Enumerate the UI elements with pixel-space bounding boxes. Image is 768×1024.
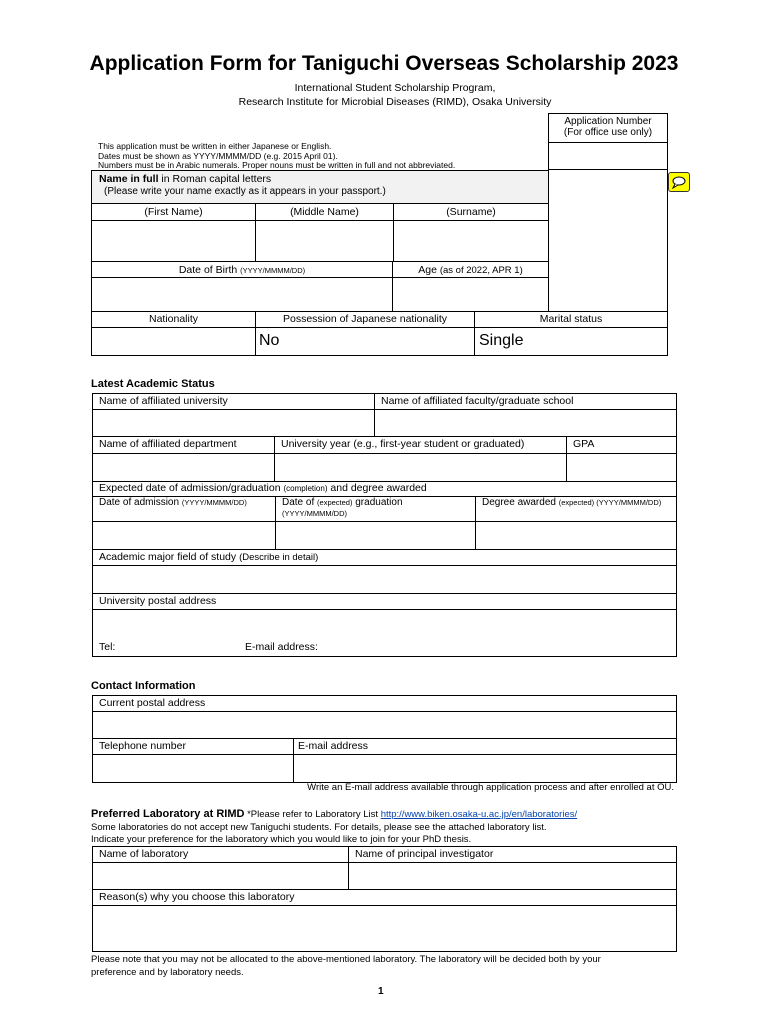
graduation-field[interactable]: [275, 521, 476, 550]
reason-label: Reason(s) why you choose this laboratory: [92, 889, 677, 906]
faculty-field[interactable]: [374, 409, 677, 437]
lab-footer-line1: Please note that you may not be allocated to the above-mentioned laboratory. The laboratory will be decided both by your: [91, 954, 601, 965]
major-label: Academic major field of study (Describe in detail): [92, 549, 677, 566]
page-number: 1: [378, 986, 384, 997]
university-field[interactable]: [92, 409, 375, 437]
lab-name-field[interactable]: [92, 862, 349, 890]
telephone-label: Telephone number: [92, 738, 294, 755]
lab-footer-line2: preference and by laboratory needs.: [91, 967, 244, 978]
name-note: (Please write your name exactly as it appears in your passport.): [104, 186, 386, 197]
lab-line1: Some laboratories do not accept new Taniguchi students. For details, please see the attached laboratory list.: [91, 822, 547, 833]
expected-header: Expected date of admission/graduation (completion) and degree awarded: [92, 481, 677, 497]
university-postal-label: University postal address: [92, 593, 677, 610]
department-field[interactable]: [92, 453, 275, 482]
middle-name-field[interactable]: [255, 220, 394, 262]
current-postal-label: Current postal address: [92, 695, 677, 712]
tel-label: Tel:: [99, 641, 116, 653]
year-label: University year (e.g., first-year student or graduated): [274, 436, 567, 454]
gpa-field[interactable]: [566, 453, 677, 482]
dob-field[interactable]: [91, 277, 393, 312]
graduation-label: Date of (expected) graduation (YYYY/MMMM/DD): [275, 496, 476, 522]
admission-label: Date of admission (YYYY/MMMM/DD): [92, 496, 276, 522]
admission-field[interactable]: [92, 521, 276, 550]
year-field[interactable]: [274, 453, 567, 482]
faculty-label: Name of affiliated faculty/graduate school: [374, 393, 677, 410]
telephone-field[interactable]: [92, 754, 294, 783]
surname-field[interactable]: [393, 220, 549, 262]
department-label: Name of affiliated department: [92, 436, 275, 454]
academic-heading: Latest Academic Status: [91, 378, 215, 390]
name-header: [91, 170, 549, 204]
subtitle-institute: Research Institute for Microbial Diseases (RIMD), Osaka University: [238, 96, 552, 108]
lab-name-label: Name of laboratory: [92, 846, 349, 863]
lab-list-link[interactable]: http://www.biken.osaka-u.ac.jp/en/laboratories/: [380, 809, 578, 820]
reason-field[interactable]: [92, 905, 677, 952]
marital-label: Marital status: [474, 311, 668, 328]
middle-name-label: (Middle Name): [255, 203, 394, 221]
nationality-label: Nationality: [91, 311, 256, 328]
email-label: E-mail address:: [245, 641, 318, 653]
contact-email-label: E-mail address: [293, 738, 677, 755]
surname-label: (Surname): [393, 203, 549, 221]
dob-label: Date of Birth (YYYY/MMMM/DD): [91, 261, 393, 278]
app-number-note: (For office use only): [563, 127, 653, 138]
marital-field[interactable]: Single: [474, 327, 668, 356]
instruction-line: This application must be written in either Japanese or English.: [98, 141, 332, 151]
possession-field[interactable]: No: [255, 327, 475, 356]
app-number-field[interactable]: [548, 142, 668, 170]
contact-heading: Contact Information: [91, 680, 196, 692]
name-label-bold: Name in full: [99, 173, 159, 185]
lab-footer: [91, 953, 691, 979]
age-field[interactable]: [392, 277, 549, 312]
degree-label: Degree awarded (expected) (YYYY/MMMM/DD): [475, 496, 677, 522]
gpa-label: GPA: [566, 436, 677, 454]
subtitle-program: International Student Scholarship Program,: [294, 82, 496, 94]
pi-field[interactable]: [348, 862, 677, 890]
age-label: Age (as of 2022, APR 1): [392, 261, 549, 278]
photo-box[interactable]: [548, 169, 668, 312]
instruction-line: Numbers must be in Arabic numerals. Proper nouns must be written in full and not abbreviated.: [98, 160, 456, 170]
page-title: Application Form for Taniguchi Overseas Scholarship 2023: [89, 52, 679, 75]
instruction-line: Dates must be shown as YYYY/MMMM/DD (e.g. 2015 April 01).: [98, 150, 338, 161]
name-label-rest: in Roman capital letters: [158, 173, 272, 185]
app-number-header: [548, 113, 668, 143]
lab-line2: Indicate your preference for the laboratory which you would like to join for your PhD thesis.: [91, 834, 472, 845]
email-note: Write an E-mail address available through application process and after enrolled at OU.: [307, 782, 674, 793]
nationality-field[interactable]: [91, 327, 256, 356]
first-name-field[interactable]: [91, 220, 256, 262]
contact-email-field[interactable]: [293, 754, 677, 783]
university-postal-field[interactable]: [92, 609, 677, 657]
pi-label: Name of principal investigator: [348, 846, 677, 863]
lab-heading: Preferred Laboratory at RIMD *Please refer to Laboratory List http://www.biken.osaka-u.ac.jp/en/laboratories/: [91, 808, 578, 820]
university-label: Name of affiliated university: [92, 393, 375, 410]
instructions: [98, 142, 548, 171]
app-number-label: Application Number: [564, 116, 652, 127]
current-postal-field[interactable]: [92, 711, 677, 739]
major-field[interactable]: [92, 565, 677, 594]
degree-field[interactable]: [475, 521, 677, 550]
comment-icon[interactable]: [668, 172, 690, 192]
first-name-label: (First Name): [91, 203, 256, 221]
possession-label: Possession of Japanese nationality: [255, 311, 475, 328]
